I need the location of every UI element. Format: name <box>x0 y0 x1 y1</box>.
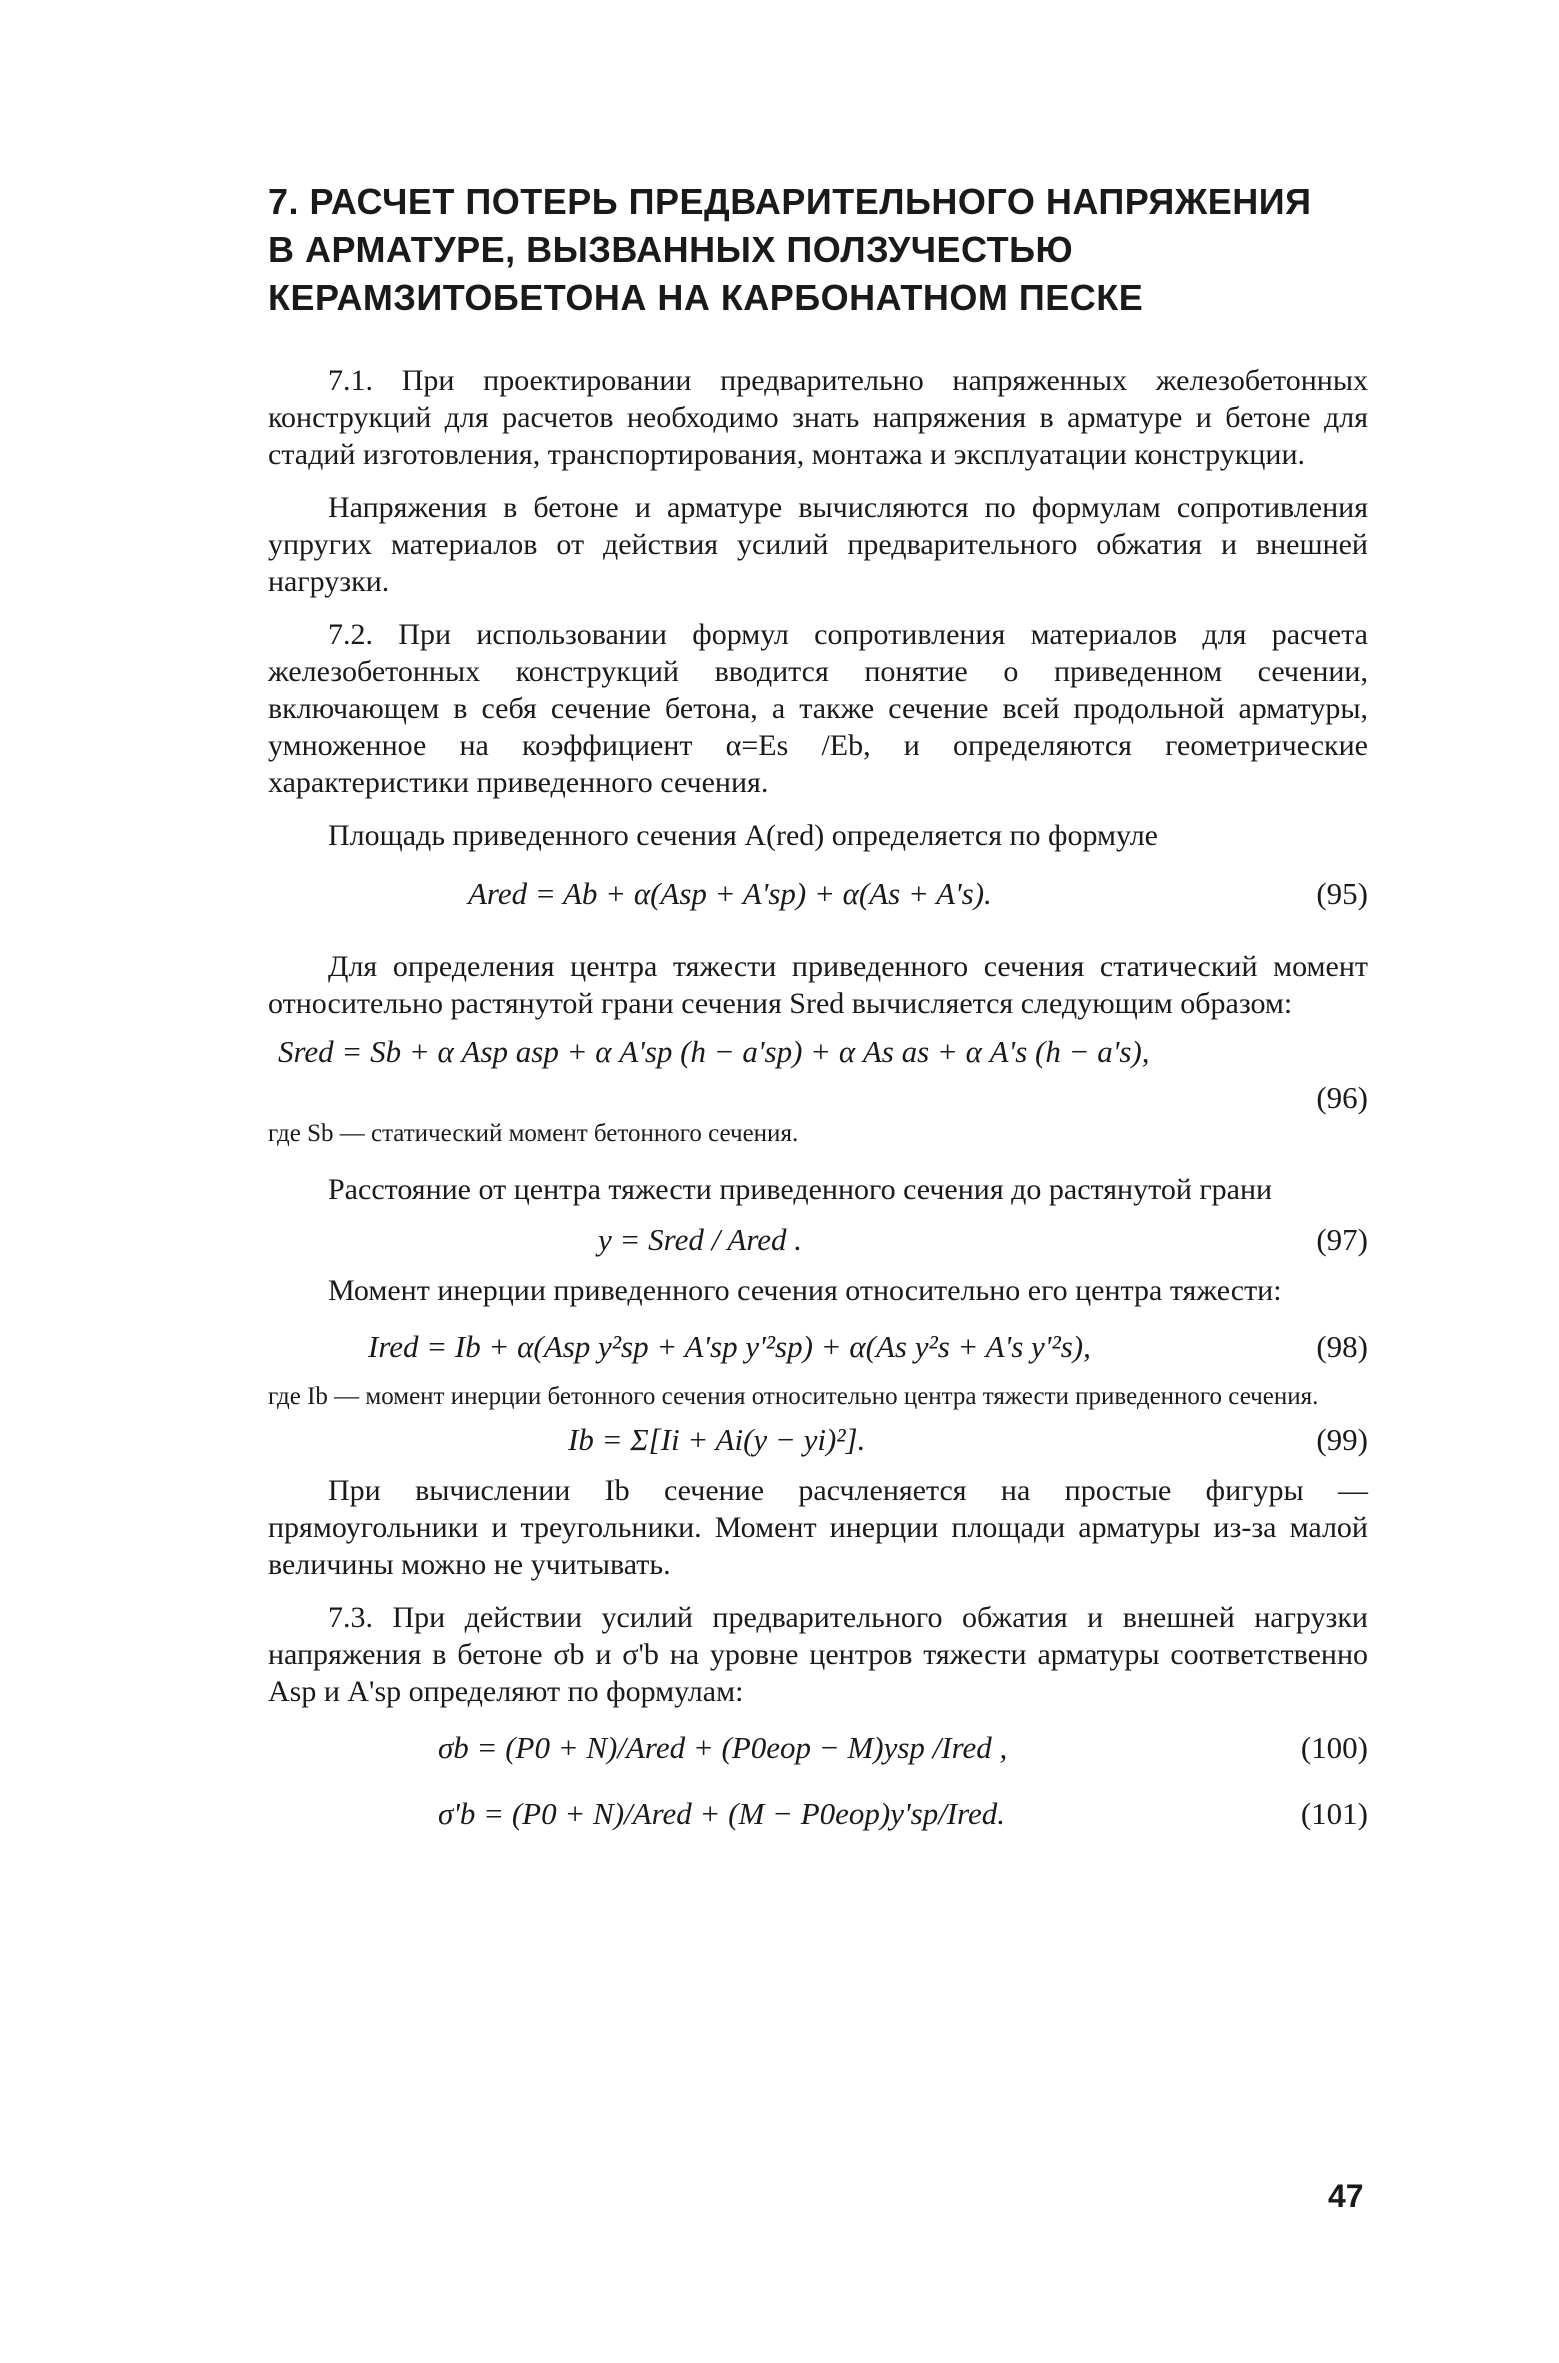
paragraph-center: Для определения центра тяжести приведенного сечения статический момент относительно растянутой грани сечения Sred вычисляется следующим образом: <box>268 950 1368 1020</box>
paragraph-7-2: 7.2. При использовании формул сопротивления материалов для расчета железобетонных конструкций вводится понятие о приведенном сечении, включающем в себя сечение бетона, а также сечение всей продольной арматуры, умноженное на коэффициент α=Es /Eb, и определяются геометрические характеристики приведенного сечения. <box>268 618 1368 799</box>
formula-100-expression: σb = (P0 + N)/Ared + (P0eop − M)ysp /Ired , <box>438 1730 1008 1765</box>
paragraph-7-3: 7.3. При действии усилий предварительного обжатия и внешней нагрузки напряжения в бетоне σb и σ'b на уровне центров тяжести арматуры соответственно Asp и A'sp определяют по формулам: <box>268 1601 1368 1708</box>
formula-97-expression: y = Sred / Ared . <box>598 1222 803 1257</box>
formula-95-expression: Ared = Ab + α(Asp + A'sp) + α(As + A's). <box>468 876 992 911</box>
page-number: 47 <box>1328 2178 1364 2214</box>
paragraph-inertia: Момент инерции приведенного сечения относительно его центра тяжести: <box>328 1274 1282 1307</box>
formula-101-expression: σ'b = (P0 + N)/Ared + (M − P0eop)y'sp/Ired. <box>438 1796 1006 1831</box>
formula-98-expression: Ired = Ib + α(Asp y²sp + A'sp y'²sp) + α(As y²s + A's y'²s), <box>368 1329 1091 1364</box>
formula-99-number: (99) <box>1316 1422 1368 1457</box>
formula-99 <box>268 1412 1368 1472</box>
note-sb: где Sb — статический момент бетонного сечения. <box>268 1120 799 1147</box>
section-title-line-3: КЕРАМЗИТОБЕТОНА НА КАРБОНАТНОМ ПЕСКЕ <box>268 277 1144 318</box>
note-ib: где Ib — момент инерции бетонного сечения относительно центра тяжести приведенного сечения. <box>268 1383 1319 1410</box>
formula-100 <box>268 1710 1368 1780</box>
formula-95-number: (95) <box>1316 876 1368 911</box>
page-content <box>268 178 1368 1850</box>
paragraph-area: Площадь приведенного сечения A(red) определяется по формуле <box>328 819 1158 852</box>
formula-96-number: (96) <box>1316 1080 1368 1115</box>
paragraph-distance: Расстояние от центра тяжести приведенного сечения до растянутой грани <box>328 1173 1273 1206</box>
formula-100-number: (100) <box>1300 1730 1368 1765</box>
formula-96-expression: Sred = Sb + α Asp asp + α A'sp (h − a'sp) + α As as + α A's (h − a's), <box>278 1034 1150 1069</box>
paragraph-stresses: Напряжения в бетоне и арматуре вычисляются по формулам сопротивления упругих материалов от действия усилий предварительного обжатия и внешней нагрузки. <box>268 491 1368 598</box>
formula-97 <box>268 1208 1368 1272</box>
section-title-line-2: В АРМАТУРЕ, ВЫЗВАННЫХ ПОЛЗУЧЕСТЬЮ <box>268 229 1074 270</box>
formula-101 <box>268 1780 1368 1850</box>
section-title-line-1: 7. РАСЧЕТ ПОТЕРЬ ПРЕДВАРИТЕЛЬНОГО НАПРЯЖЕНИЯ <box>268 181 1312 222</box>
paragraph-7-1: 7.1. При проектировании предварительно напряженных железобетонных конструкций для расчетов необходимо знать напряжения в арматуре и бетоне для стадий изготовления, транспортирования, монтажа и эксплуатации конструкции. <box>268 364 1368 471</box>
formula-98-number: (98) <box>1316 1329 1368 1364</box>
formula-95 <box>268 854 1368 932</box>
formula-96 <box>268 1022 1368 1118</box>
formula-97-number: (97) <box>1316 1222 1368 1257</box>
paragraph-split: При вычислении Ib сечение расчленяется на простые фигуры — прямоугольники и треугольники. Момент инерции площади арматуры из-за малой величины можно не учитывать. <box>268 1474 1368 1581</box>
section-title <box>268 178 1368 322</box>
formula-101-number: (101) <box>1300 1796 1368 1831</box>
formula-98 <box>268 1309 1368 1381</box>
formula-99-expression: Ib = Σ[Ii + Ai(y − yi)²]. <box>568 1422 866 1457</box>
